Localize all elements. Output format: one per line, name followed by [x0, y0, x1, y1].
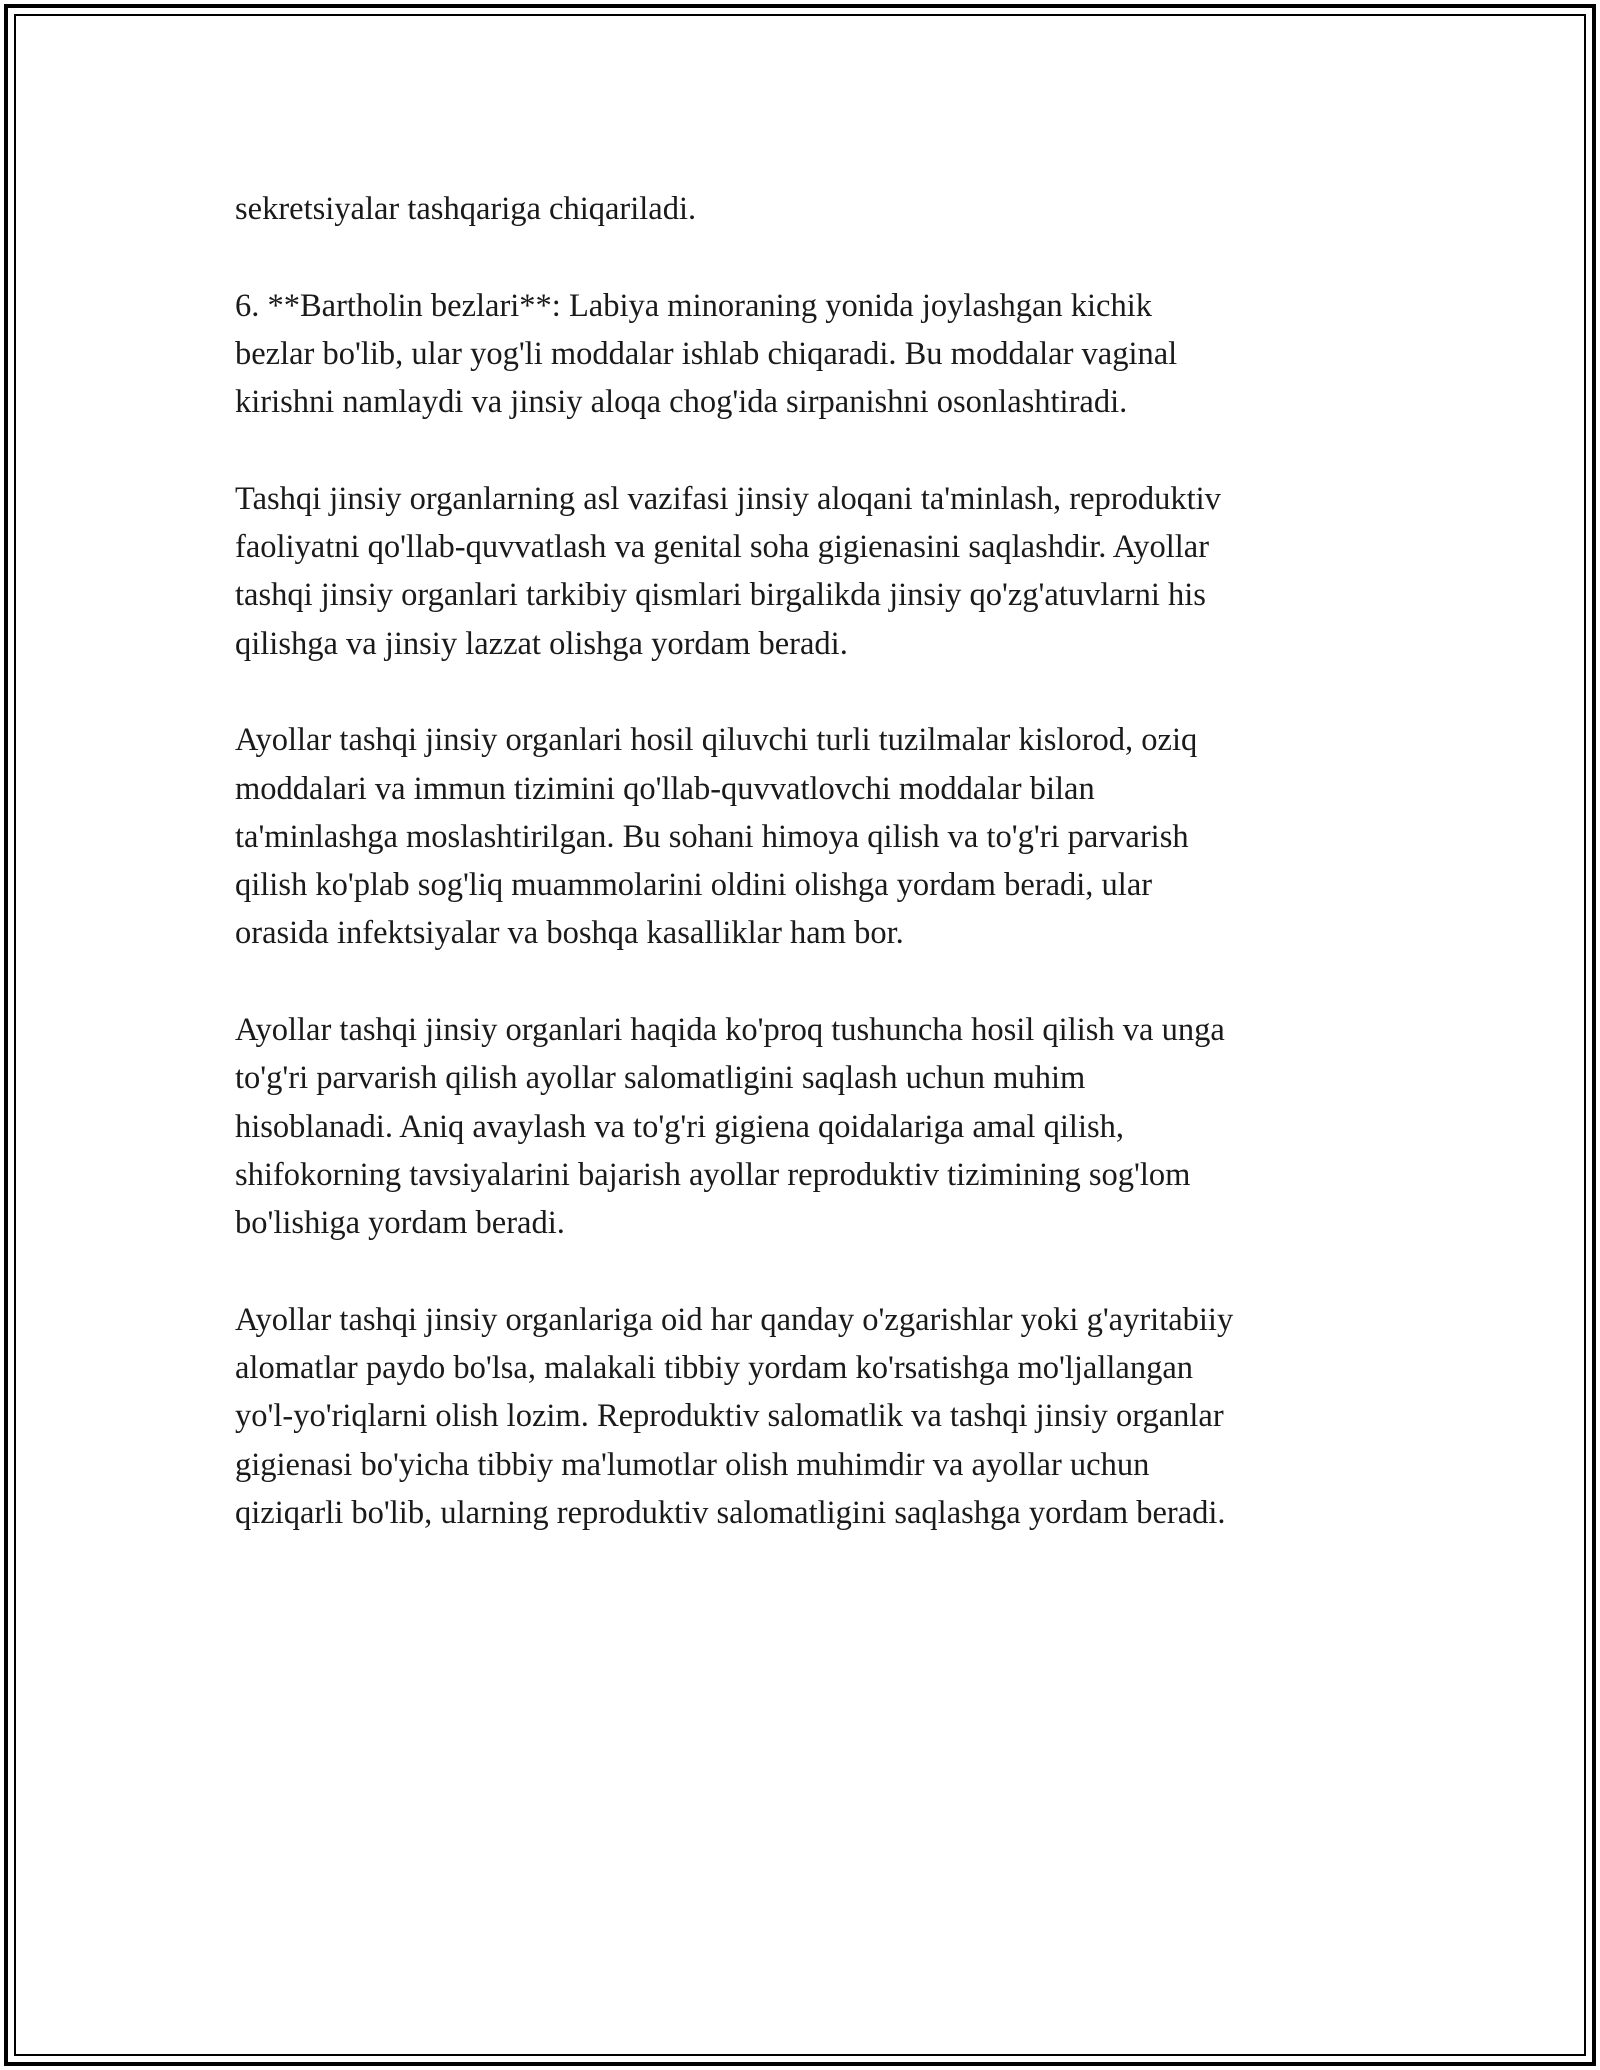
paragraph-line: Tashqi jinsiy organlarning asl vazifasi jinsiy aloqani ta'minlash, reproduktiv — [235, 480, 1221, 517]
paragraph-line: 6. **Bartholin bezlari**: Labiya minoraning yonida joylashgan kichik — [235, 287, 1153, 324]
paragraph-line: shifokorning tavsiyalarini bajarish ayollar reproduktiv tizimining sog'lom — [235, 1156, 1191, 1193]
paragraph-line: ta'minlashga moslashtirilgan. Bu sohani himoya qilish va to'g'ri parvarish — [235, 818, 1189, 855]
paragraph-2 — [235, 282, 1385, 427]
paragraph-3 — [235, 475, 1385, 668]
paragraph-line: qilish ko'plab sog'liq muammolarini oldini olishga yordam beradi, ular — [235, 867, 1153, 904]
paragraph-1 — [235, 185, 1385, 233]
paragraph-line: bo'lishiga yordam beradi. — [235, 1205, 565, 1242]
paragraph-line: gigienasi bo'yicha tibbiy ma'lumotlar olish muhimdir va ayollar uchun — [235, 1446, 1150, 1483]
paragraph-line: alomatlar paydo bo'lsa, malakali tibbiy yordam ko'rsatishga mo'ljallangan — [235, 1350, 1194, 1387]
paragraph-6 — [235, 1296, 1385, 1537]
paragraph-line: to'g'ri parvarish qilish ayollar salomatligini saqlash uchun muhim — [235, 1060, 1086, 1097]
paragraph-4 — [235, 716, 1385, 957]
paragraph-5 — [235, 1006, 1385, 1247]
paragraph-line: qiziqarli bo'lib, ularning reproduktiv salomatligini saqlashga yordam beradi. — [235, 1495, 1226, 1532]
paragraph-line: Ayollar tashqi jinsiy organlari hosil qiluvchi turli tuzilmalar kislorod, oziq — [235, 722, 1198, 759]
paragraph-line: orasida infektsiyalar va boshqa kasalliklar ham bor. — [235, 915, 904, 952]
paragraph-line: hisoblanadi. Aniq avaylash va to'g'ri gigiena qoidalariga amal qilish, — [235, 1108, 1125, 1145]
paragraph-line: kirishni namlaydi va jinsiy aloqa chog'ida sirpanishni osonlashtiradi. — [235, 384, 1128, 421]
paragraph-line: Ayollar tashqi jinsiy organlariga oid har qanday o'zgarishlar yoki g'ayritabiiy — [235, 1301, 1234, 1338]
paragraph-line: Ayollar tashqi jinsiy organlari haqida ko'proq tushuncha hosil qilish va unga — [235, 1012, 1225, 1049]
paragraph-line: yo'l-yo'riqlarni olish lozim. Reproduktiv salomatlik va tashqi jinsiy organlar — [235, 1398, 1224, 1435]
document-body — [235, 185, 1385, 1586]
paragraph-line: faoliyatni qo'llab-quvvatlash va genital soha gigienasini saqlashdir. Ayollar — [235, 529, 1210, 566]
paragraph-line: tashqi jinsiy organlari tarkibiy qismlari birgalikda jinsiy qo'zg'atuvlarni his — [235, 577, 1206, 614]
paragraph-line: bezlar bo'lib, ular yog'li moddalar ishlab chiqaradi. Bu moddalar vaginal — [235, 335, 1178, 372]
paragraph-line: sekretsiyalar tashqariga chiqariladi. — [235, 191, 697, 227]
paragraph-line: moddalari va immun tizimini qo'llab-quvvatlovchi moddalar bilan — [235, 770, 1095, 807]
paragraph-line: qilishga va jinsiy lazzat olishga yordam beradi. — [235, 625, 848, 662]
